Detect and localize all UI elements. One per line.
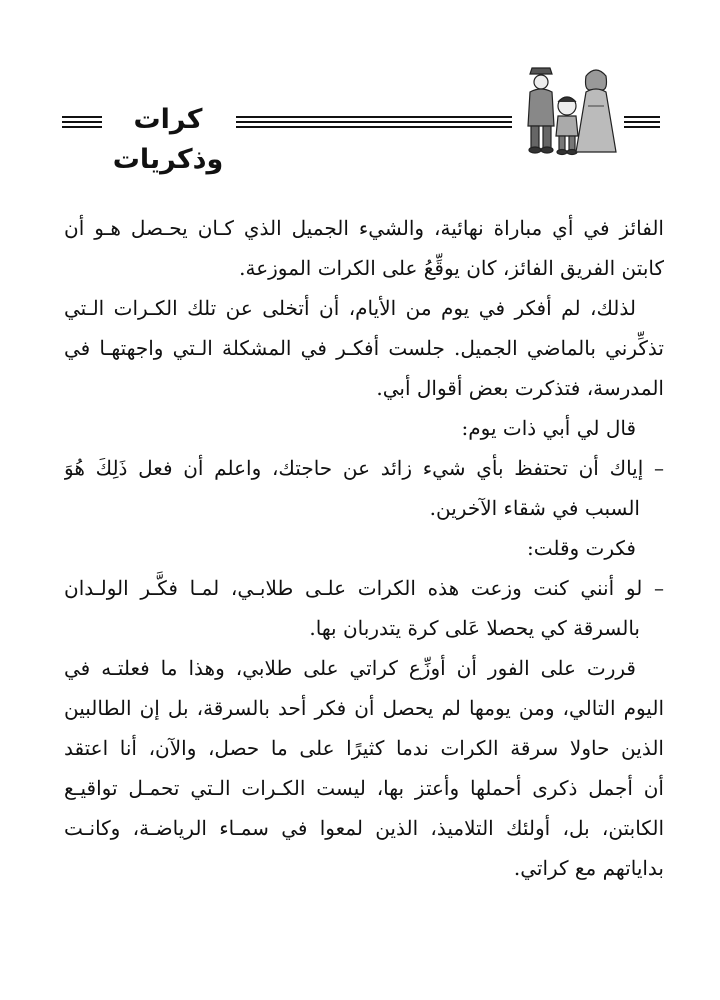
- officer-figure: [528, 68, 554, 153]
- text-line: المدرسة، فتذكرت بعض أقوال أبي.: [376, 376, 664, 400]
- text-line: تذكِّرني بالماضي الجميل. جلست أفكـر في المشكلة الـتي واجهتهـا في: [64, 336, 664, 360]
- decorative-rule-left: [62, 116, 102, 128]
- text-line: الذين حاولا سرقة الكرات ندما كثيرًا على ما حصل، والآن، أنا اعتقد: [64, 736, 664, 760]
- text-line: كابتن الفريق الفائز، كان يوقِّعُ على الكرات الموزعة.: [239, 256, 664, 280]
- family-illustration: [512, 60, 624, 160]
- dialog-line: – لو أنني كنت وزعت هذه الكرات علـى طلابـي، لمـا فكَّـر الولـدان: [64, 576, 664, 600]
- decorative-rule-middle: [236, 116, 512, 128]
- dialog-line: بالسرقة كي يحصلا عَلى كرة يتدربان بها.: [309, 616, 640, 640]
- text-line: أن أجمل ذكرى أحملها وأعتز بها، ليست الكـرات الـتي تحمـل تواقيـع: [64, 776, 664, 800]
- text-line: قال لي أبي ذات يوم:: [461, 416, 636, 440]
- dialog-line: – إياك أن تحتفظ بأي شيء زائد عن حاجتك، واعلم أن فعل ذَلِكَ هُوَ: [64, 456, 664, 480]
- decorative-rule-right: [624, 116, 660, 128]
- child-figure: [556, 97, 578, 155]
- chapter-title: كرات وذكريات: [112, 104, 224, 175]
- text-line: الفائز في أي مباراة نهائية، والشيء الجميل الذي كـان يحـصل هـو أن: [64, 216, 664, 240]
- chapter-header: [0, 60, 720, 175]
- woman-figure: [576, 70, 616, 152]
- dialog-line: السبب في شقاء الآخرين.: [429, 496, 640, 520]
- text-line: قررت على الفور أن أوزِّع كراتي على طلابي، وهذا ما فعلتـه في: [64, 656, 636, 680]
- story-text: [64, 208, 664, 888]
- text-line: لذلك، لم أفكر في يوم من الأيام، أن أتخلى عن تلك الكـرات الـتي: [64, 296, 636, 320]
- text-line: اليوم التالي، ومن يومها لم يحصل أن فكر أحد بالسرقة، بل إن الطالبين: [64, 696, 664, 720]
- text-line: فكرت وقلت:: [526, 536, 636, 560]
- text-line: بداياتهم مع كراتي.: [513, 856, 664, 880]
- text-line: الكابتن، بل، أولئك التلاميذ، الذين لمعوا في سمـاء الرياضـة، وكانـت: [64, 816, 664, 840]
